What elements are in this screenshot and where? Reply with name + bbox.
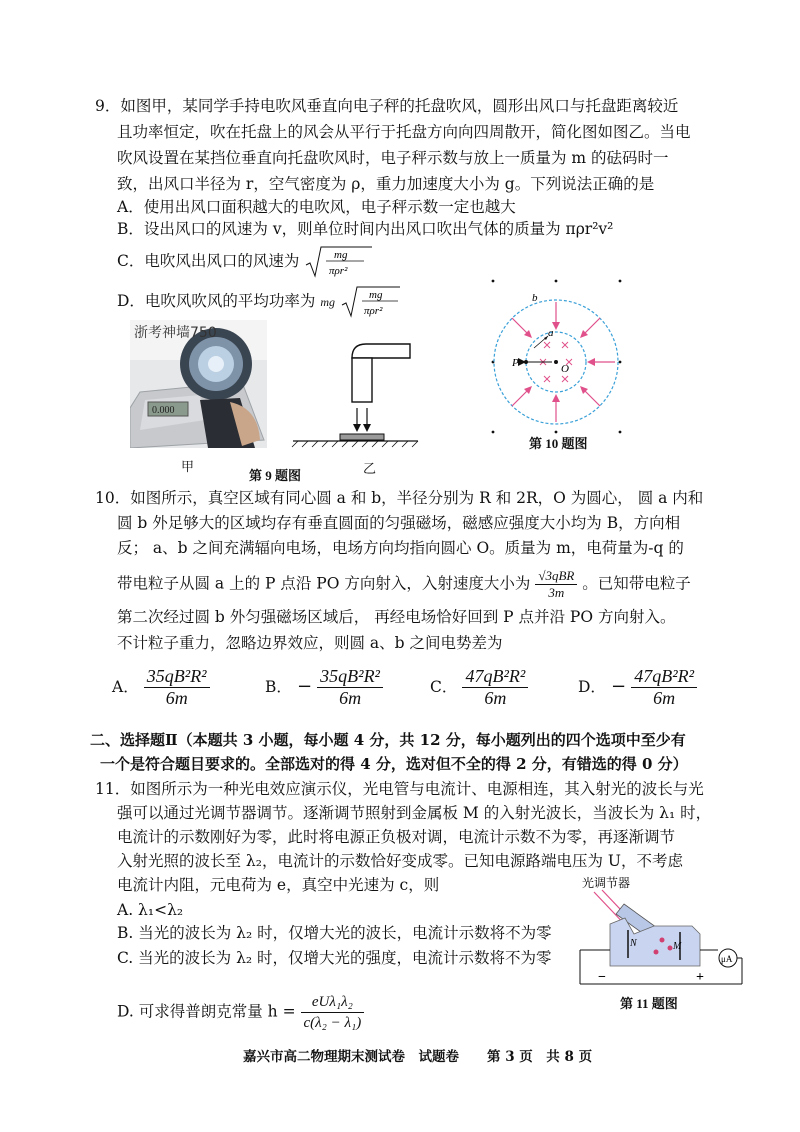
svg-text:mg: mg — [368, 289, 383, 301]
planck-denominator: c(λ₂ − λ₁) — [303, 1015, 362, 1031]
svg-text:πρr²: πρr² — [363, 305, 383, 317]
sqrt-expression-d — [340, 285, 402, 319]
q9-line-3: 吹风设置在某挡位垂直向托盘吹风时，电子秤示数与放上一质量为 m 的砝码时一 — [117, 149, 669, 167]
dryer-barrel — [352, 358, 372, 402]
q9-option-b: B．设出风口的风速为 v，则单位时间内出风口吹出气体的质量为 πρr²v² — [117, 220, 614, 238]
q10-line-4-suffix: 。已知带电粒子 — [582, 574, 691, 593]
planck-numerator: eUλ₁λ₂ — [301, 992, 365, 1013]
q11-option-d-text: D. 可求得普朗克常量 h = — [117, 1002, 296, 1021]
label-yi: 乙 — [363, 462, 377, 477]
q11-line-3: 电流计的示数刚好为零，此时将电源正负极对调，电流计示数不为零，再逐渐调节 — [117, 828, 676, 846]
option-d-fraction: $\frac{\text{47qB²R²}}{6m}$ — [631, 666, 697, 709]
speed-fraction — [535, 568, 577, 601]
q9-option-a: A．使用出风口面积越大的电吹风，电子秤示数一定也越大 — [117, 198, 516, 216]
q10-option-a: A． $\frac{\text{35qB²R²}}{6m}$ — [112, 666, 210, 709]
q11-caption: 第 11 题图 — [620, 996, 678, 1011]
q11-option-c: C. 当光的波长为 λ₂ 时，仅增大光的强度，电流计示数将不为零 — [117, 949, 552, 967]
footer-title: 嘉兴市高二物理期末测试卷 试题卷 — [243, 1049, 459, 1065]
label-n: N — [630, 938, 637, 949]
sqrt-sign-icon — [340, 285, 402, 319]
q11-option-b: B. 当光的波长为 λ₂ 时，仅增大光的波长，电流计示数将不为零 — [117, 924, 552, 942]
q9-option-c-text: C．电吹风出风口的风速为 — [117, 252, 300, 270]
q10-line-5: 第二次经过圆 b 外匀强磁场区域后， 再经电场恰好回到 P 点并沿 PO 方向射入。 — [117, 608, 676, 626]
phototube-body — [610, 918, 700, 966]
q9-option-c — [117, 245, 374, 279]
q10-line-2: 圆 b 外足够大的区域均存有垂直圆面的匀强磁场，磁感应强度大小均为 B，方向相 — [117, 514, 681, 532]
q9-photo — [130, 320, 267, 448]
dryer-head — [352, 344, 410, 358]
q10-option-b: B． − $\frac{\text{35qB²R²}}{6m}$ — [265, 666, 383, 709]
speed-numerator: √3qBR — [535, 568, 577, 585]
terminal-minus: − — [598, 970, 606, 985]
q9-option-d — [117, 285, 402, 319]
section-2-line-2: 一个是符合题目要求的。全部选对的得 4 分，选对但不全的得 2 分，有错选的得 0 分） — [100, 755, 688, 773]
speed-denominator: 3m — [548, 585, 565, 600]
label-p: P — [512, 357, 519, 369]
q10-line-4-text: 带电粒子从圆 a 上的 P 点沿 PO 方向射入，入射速度大小为 — [117, 574, 531, 593]
mg-factor: mg — [320, 295, 336, 309]
footer-page-number: 第 3 页 共 8 页 — [487, 1049, 593, 1065]
ammeter-label: μA — [721, 954, 733, 964]
sqrt-numerator: mg — [334, 249, 348, 261]
label-jia: 甲 — [181, 460, 195, 475]
q10-line-1: 10．如图所示，真空区域有同心圆 a 和 b，半径分别为 R 和 2R，O 为圆心， 圆 a 内和 — [95, 489, 704, 507]
scale-tray — [340, 434, 384, 440]
label-o: O — [561, 363, 569, 375]
q11-line-2: 强可以通过光调节器调节。逐渐调节照射到金属板 M 的入射光波长，当波长为 λ₁ 时， — [117, 804, 712, 822]
photo-watermark: 浙考神墙750 — [134, 325, 217, 341]
q9-line-1: 9．如图甲，某同学手持电吹风垂直向电子秤的托盘吹风，圆形出风口与托盘距离较近 — [95, 97, 679, 115]
q10-line-6: 不计粒子重力，忽略边界效应，则圆 a、b 之间电势差为 — [117, 634, 503, 652]
sqrt-expression — [304, 245, 374, 279]
q11-figure — [570, 874, 745, 994]
q10-caption: 第 10 题图 — [529, 436, 588, 451]
q10-line-4 — [117, 568, 691, 601]
label-m: M — [673, 941, 682, 952]
light-regulator-label: 光调节器 — [582, 876, 631, 890]
option-c-fraction: $\frac{\text{47qB²R²}}{6m}$ — [462, 666, 528, 709]
q11-line-1: 11．如图所示为一种光电效应演示仪，光电管与电流计、电源相连，其入射光的波长与光 — [95, 780, 704, 798]
q11-line-4: 入射光照的波长至 λ₂，电流计的示数恰好变成零。已知电源路端电压为 U，不考虑 — [117, 852, 683, 870]
q10-option-d: D． − $\frac{\text{47qB²R²}}{6m}$ — [578, 666, 697, 709]
ground-hatch — [292, 441, 418, 447]
option-b-fraction: $\frac{\text{35qB²R²}}{6m}$ — [317, 666, 383, 709]
terminal-plus: + — [696, 970, 704, 985]
q11-option-a: A. λ₁<λ₂ — [117, 901, 184, 919]
q11-line-5: 电流计内阻，元电荷为 e，真空中光速为 c，则 — [117, 876, 440, 894]
q9-option-d-text: D．电吹风吹风的平均功率为 — [117, 292, 316, 310]
sqrt-sign-icon — [304, 245, 374, 279]
planck-fraction — [301, 992, 365, 1033]
q10-figure — [478, 276, 628, 436]
q9-caption: 第 9 题图 — [249, 468, 302, 483]
label-a: a — [548, 327, 554, 339]
scale-display: 0.000 — [152, 405, 175, 416]
q10-line-3: 反； a、b 之间充满辐向电场，电场方向均指向圆心 O。质量为 m，电荷量为-q 的 — [117, 539, 684, 557]
label-b: b — [532, 292, 538, 304]
q11-option-d — [117, 992, 364, 1033]
q9-line-4: 致，出风口半径为 r，空气密度为 ρ，重力加速度大小为 g。下列说法正确的是 — [117, 175, 655, 193]
q9-diagram-yi — [290, 340, 420, 450]
option-a-fraction: $\frac{\text{35qB²R²}}{6m}$ — [144, 666, 210, 709]
q9-line-2: 且功率恒定，吹在托盘上的风会从平行于托盘方向向四周散开，简化图如图乙。当电 — [117, 123, 691, 141]
section-2-line-1: 二、选择题Ⅱ（本题共 3 小题，每小题 4 分，共 12 分，每小题列出的四个选项中至少有 — [90, 731, 686, 749]
q10-option-c: C． $\frac{\text{47qB²R²}}{6m}$ — [430, 666, 528, 709]
sqrt-denominator: πρr² — [329, 265, 348, 277]
